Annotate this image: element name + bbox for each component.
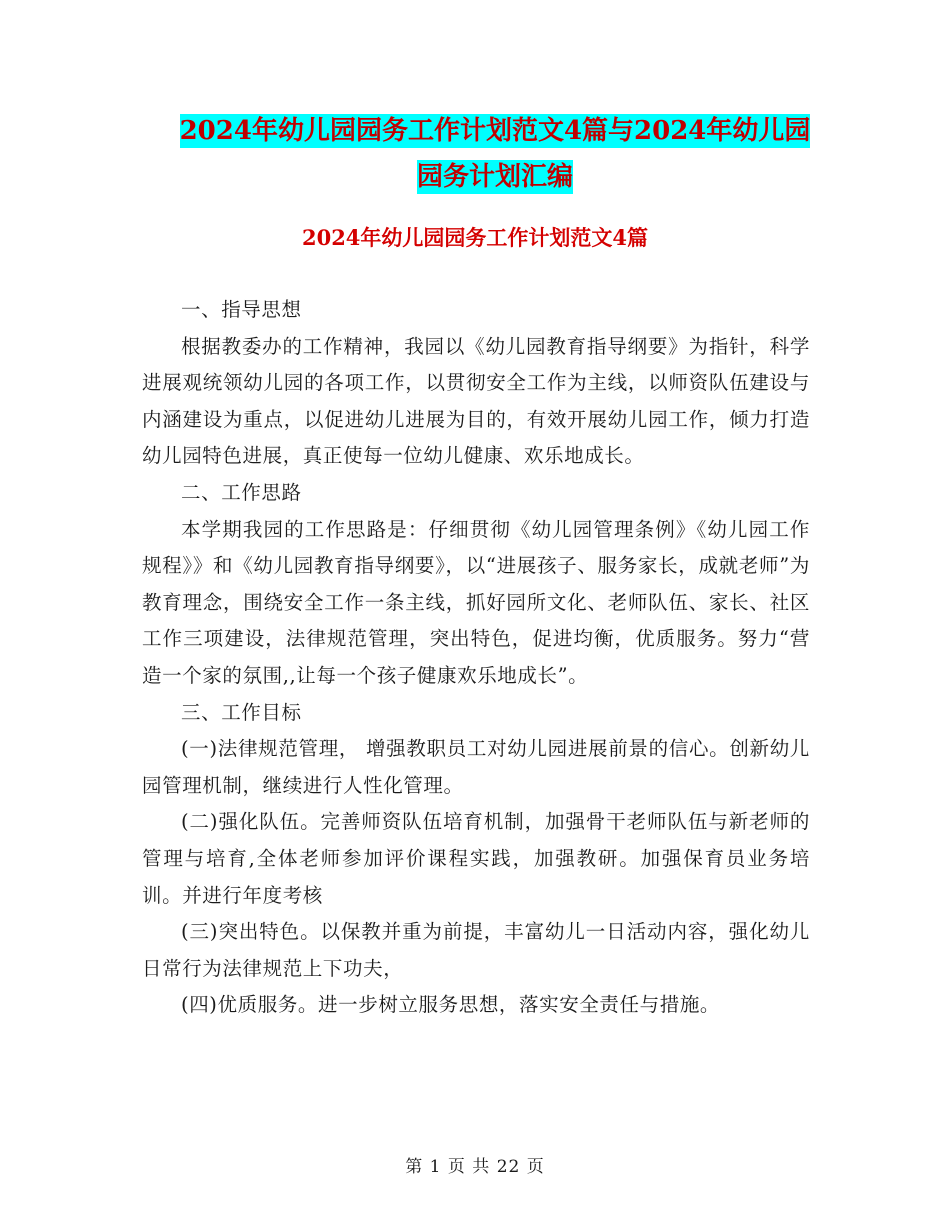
paragraph-guiding-thought: 根据教委办的工作精神，我园以《幼儿园教育指导纲要》为指针，科学进展观统领幼儿园的各项工作，以贯彻安全工作为主线，以师资队伍建设与内涵建设为重点，以促进幼儿进展为目的，有效开展幼儿园工作，倾力打造幼儿园特色进展，真正使每一位幼儿健康、欢乐地成长。 [142,334,810,468]
paragraph-goal-2: (二)强化队伍。完善师资队伍培育机制，加强骨干老师队伍与新老师的管理与培育,全体老师参加评价课程实践，加强教研。加强保育员业务培训。并进行年度考核 [142,810,810,907]
heading-work-approach: 二、工作思路 [181,480,302,504]
page-number-footer: 第 1 页 共 22 页 [405,1157,545,1177]
section-title: 2024年幼儿园园务工作计划范文4篇 [301,225,649,250]
heading-guiding-thought: 一、指导思想 [181,298,302,321]
paragraph-goal-4: (四)优质服务。进一步树立服务思想，落实安全责任与措施。 [181,993,721,1017]
title-line-1: 2024年幼儿园园务工作计划范文4篇与2024年幼儿园 [179,116,811,146]
heading-work-goals: 三、工作目标 [181,700,302,724]
paragraph-goal-3: (三)突出特色。以保教并重为前提，丰富幼儿一日活动内容，强化幼儿日常行为法律规范上下功夫， [142,920,810,980]
document-body [142,292,810,1024]
document-title [120,108,870,200]
paragraph-goal-1: (一)法律规范管理， 增强教职员工对幼儿园进展前景的信心。创新幼儿园管理机制，继续进行人性化管理。 [142,737,810,797]
title-line-2: 园务计划汇编 [416,162,573,192]
paragraph-work-approach: 本学期我园的工作思路是：仔细贯彻《幼儿园管理条例》《幼儿园工作规程》》和《幼儿园教育指导纲要》，以“进展孩子、服务家长，成就老师”为教育理念，围绕安全工作一条主线，抓好园所文化、老师队伍、家长、社区工作三项建设，法律规范管理，突出特色，促进均衡，优质服务。努力“营造一个家的氛围,,让每一个孩子健康欢乐地成长”。 [142,517,810,687]
